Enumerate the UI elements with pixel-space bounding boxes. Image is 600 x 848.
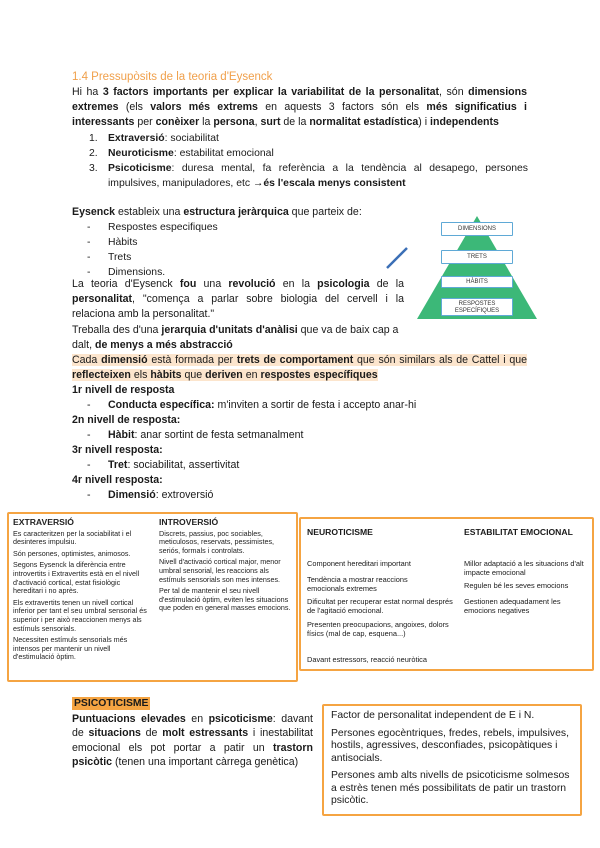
list-item: Regulen bé les seves emocions xyxy=(464,581,569,590)
list-item: Nivell d'activació cortical major, menor umbral sensorial, les reaccions als estímuls sensorials son mes intenses. xyxy=(159,557,281,584)
factor-item: 2. Neuroticisme: estabilitat emocional xyxy=(89,148,274,159)
neuroticism-title: NEUROTICISME xyxy=(307,527,373,537)
intro-paragraph: Hi ha 3 factors importants per explicar la variabilitat de la personalitat, són dimensions extremes (els valors més extrems en aquests 3 factors són els més significatius i interessants per conèixer la persona, surt de la normalitat estadística) i independents xyxy=(72,86,528,128)
pyramid-level-dimensions: DIMENSIONS xyxy=(441,222,513,236)
list-item: Presenten preocupacions, angoixes, dolors físics (mal de cap, esquena...) xyxy=(307,620,449,638)
level-title: 1r nivell de resposta xyxy=(72,384,175,396)
introversion-column xyxy=(159,518,293,616)
factor-item: 1. Extraversió: sociabilitat xyxy=(89,133,219,144)
list-item: Segons Eysenck la diferència entre introvertits i Extravertits està en el nivell d'activació cortical, estat fisiològic hereditari i no après. xyxy=(13,560,140,596)
list-item: Persones amb alts nivells de psicoticisme solmesos a estrès tenen més possibilitats de patir un trastorn psicòtic. xyxy=(331,770,570,806)
list-item: - Dimensions. xyxy=(87,267,166,278)
level-item: - Tret: sociabilitat, assertivitat xyxy=(87,459,240,471)
structure-list xyxy=(87,220,218,280)
list-item: Dificultat per recuperar estat normal després de l'agitació emocional. xyxy=(307,597,453,615)
psychoticism-title: PSICOTICISME xyxy=(74,698,149,709)
dimension-note: Cada dimensió està formada per trets de comportament que són similars als de Cattel i que reflecteixen els hàbits que deriven en respostes específiques xyxy=(72,354,527,381)
list-item: Millor adaptació a les situacions d'alt impacte emocional xyxy=(464,559,584,577)
level-title: 2n nivell de resposta: xyxy=(72,414,181,426)
hierarchy-pyramid xyxy=(385,214,545,324)
list-item: Persones egocèntriques, fredes, rebels, impulsives, hostils, agressives, desconfiades, psicopàtiques i antisocials. xyxy=(331,727,569,764)
section-heading: 1.4 Pressupòsits de la teoria d'Eysenck xyxy=(72,71,273,83)
revolution-paragraph: La teoria d'Eysenck fou una revolució en la psicologia de la personalitat, "comença a parlar sobre biologia del cervell i la relaciona amb la personalitat." xyxy=(72,278,404,320)
factors-list xyxy=(89,131,528,191)
extraversion-title: EXTRAVERSIÓ xyxy=(13,517,74,527)
list-item: Factor de personalitat independent de E i N. xyxy=(331,710,535,721)
list-item: Gestionen adequadament les emocions negatives xyxy=(464,597,561,615)
pyramid-level-habits: HÀBITS xyxy=(441,276,513,288)
extraversion-column xyxy=(13,518,149,665)
factor-item: 3. Psicoticisme: duresa mental, fa referència a la tendència al desapego, persones impulsives, manipuladores, etc →és l'escala menys consistent xyxy=(89,163,528,189)
extraversion-introversion-box xyxy=(7,512,298,682)
psychoticism-paragraph: Puntuacions elevades en psicoticisme: davant de situacions de molt estressants i inestabilitat emocional els pot portar a patir un trastorn psicòtic (tenen una important càrrega genètica) xyxy=(72,713,314,769)
list-item: Per tal de mantenir el seu nivell d'estimulació òptim, eviten les situacions que poden en general masses emocions. xyxy=(159,586,291,613)
psychoticism-box-content xyxy=(331,710,573,808)
list-item: - Trets xyxy=(87,252,132,263)
response-levels xyxy=(72,383,416,503)
psychoticism-box xyxy=(322,704,582,816)
list-item: - Respostes especifiques xyxy=(87,222,218,233)
level-item: - Hàbit: anar sortint de festa setmanalment xyxy=(87,429,304,441)
list-item: Davant estressors, reacció neuròtica xyxy=(307,655,427,664)
list-item: Discrets, passius, poc sociables, meticulosos, reservats, pessimistes, seriós, formals i controlats. xyxy=(159,528,275,555)
level-title: 3r nivell resposta: xyxy=(72,444,163,456)
structure-sentence: Eysenck estableix una estructura jeràrquica que parteix de: xyxy=(72,206,362,218)
stability-title: ESTABILITAT EMOCIONAL xyxy=(464,527,573,537)
hierarchy-paragraph: Treballa des d'una jerarquia d'unitats d'anàlisi que va de baix cap a dalt, de menys a més abstracció xyxy=(72,324,399,351)
list-item: Els extravertits tenen un nivell cortical inferior per tant el seu umbral sensorial és superior i per això reaccionen menys als estímuls sensorials. xyxy=(13,597,147,633)
list-item: Tendència a mostrar reaccions emocionals extremes xyxy=(307,575,408,593)
list-item: Són persones, optimistes, animosos. xyxy=(13,548,131,558)
list-item: Necessiten estímuls sensorials més intensos per mantenir un nivell d'estimulació òptim. xyxy=(13,635,128,662)
list-item: - Hàbits xyxy=(87,237,138,248)
list-item: Component hereditari important xyxy=(307,559,411,568)
pyramid-level-responses: RESPOSTES ESPECÍFIQUES xyxy=(441,298,513,316)
pyramid-level-traits: TRETS xyxy=(441,250,513,264)
level-item: - Conducta específica: m'inviten a sortir de festa i accepto anar-hi xyxy=(87,399,417,411)
list-item: Es caracteritzen per la sociabilitat i el desinteres impulsiu. xyxy=(13,528,132,547)
introversion-title: INTROVERSIÓ xyxy=(159,517,219,527)
level-title: 4r nivell resposta: xyxy=(72,474,163,486)
neuroticism-stability-box xyxy=(299,517,594,671)
level-item: - Dimensió: extroversió xyxy=(87,489,214,501)
